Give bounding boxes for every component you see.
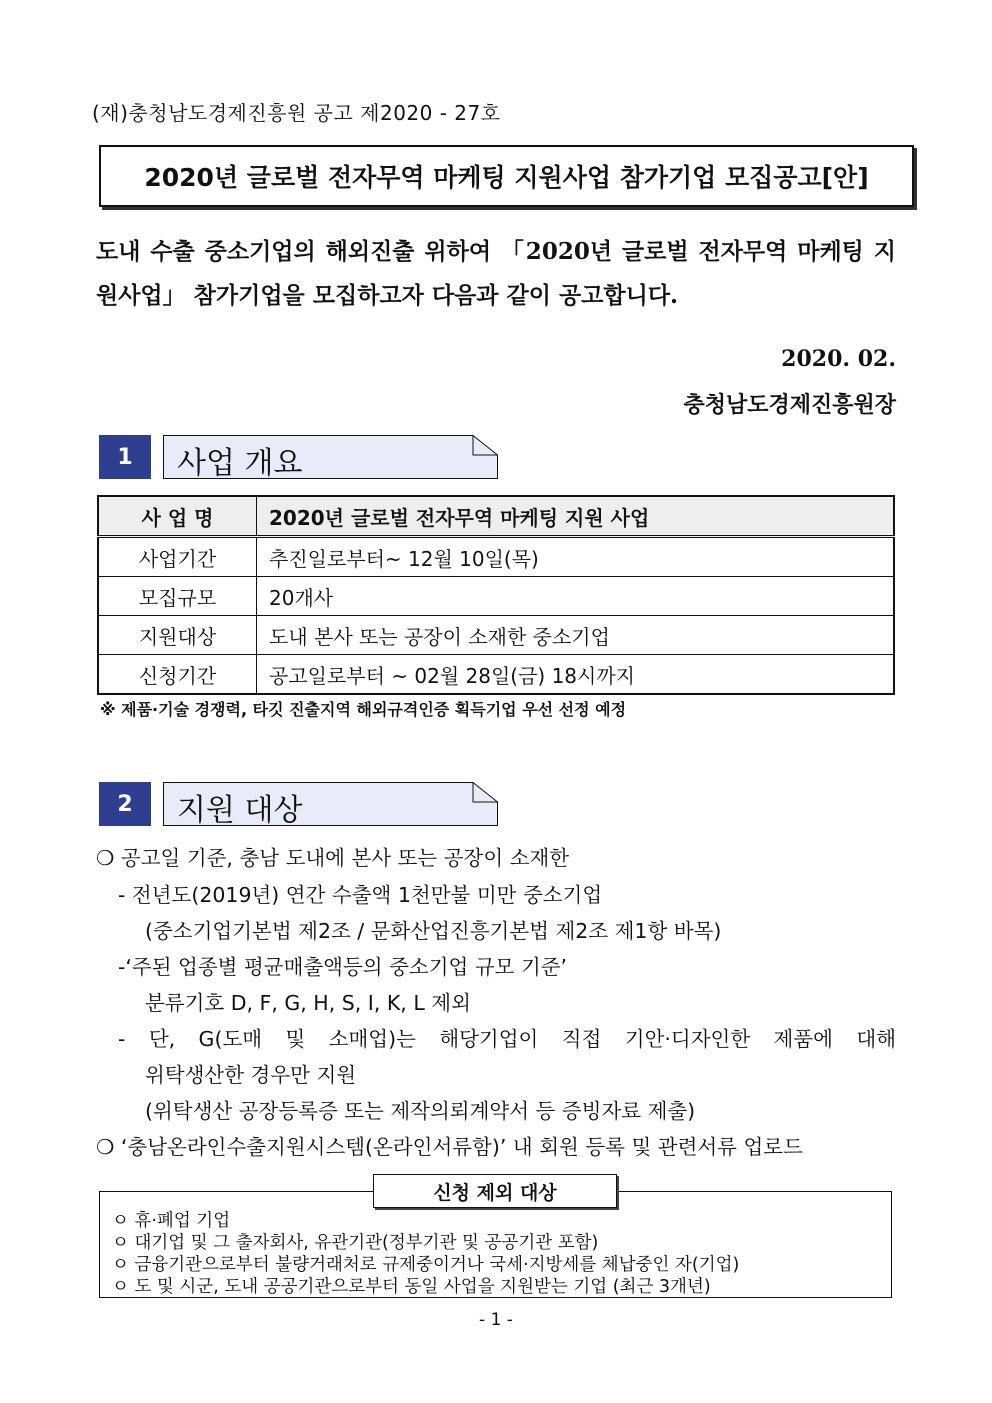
exclusion-item: ㅇ 도 및 시군, 도내 공공기관으로부터 동일 사업을 지원받는 기업 (최근 3개년) bbox=[112, 1277, 711, 1297]
section-1-heading bbox=[163, 435, 498, 479]
list-item: -‘주된 업종별 평균매출액등의 중소기업 규모 기준’ bbox=[118, 955, 568, 979]
section-2-title: 지원 대상 bbox=[177, 793, 303, 828]
exclusion-item: ㅇ 금융기관으로부터 불량거래처로 규제중이거나 국세·지방세를 체납중인 자(기업) bbox=[112, 1255, 740, 1275]
document-title-text: 2020년 글로벌 전자무역 마케팅 지원사업 참가기업 모집공고[안] bbox=[144, 163, 869, 192]
overview-table bbox=[97, 495, 895, 695]
table-value: 공고일로부터 ~ 02월 28일(금) 18시까지 bbox=[257, 655, 895, 695]
table-key: 사업기간 bbox=[98, 537, 257, 577]
exclusion-item: ㅇ 휴·폐업 기업 bbox=[112, 1211, 231, 1231]
table-key: 지원대상 bbox=[98, 616, 257, 655]
list-item: ❍ ‘충남온라인수출지원시스템(온라인서류함)’ 내 회원 등록 및 관련서류 업로드 bbox=[96, 1135, 803, 1159]
section-1-number: 1 bbox=[99, 435, 151, 479]
exclusion-title: 신청 제외 대상 bbox=[373, 1174, 617, 1208]
table-row bbox=[98, 577, 894, 616]
list-item: - 전년도(2019년) 연간 수출액 1천만불 미만 중소기업 bbox=[118, 883, 603, 907]
section-1-title: 사업 개요 bbox=[177, 446, 303, 481]
page-number: - 1 - bbox=[479, 1310, 513, 1330]
intro-paragraph: 도내 수출 중소기업의 해외진출 위하여 「2020년 글로벌 전자무역 마케팅 지원사업」 참가기업을 모집하고자 다음과 같이 공고합니다. bbox=[96, 238, 896, 309]
table-key: 모집규모 bbox=[98, 577, 257, 616]
list-item: 분류기호 D, F, G, H, S, I, K, L 제외 bbox=[145, 991, 471, 1015]
table-value: 추진일로부터~ 12월 10일(목) bbox=[257, 537, 895, 577]
table-value: 도내 본사 또는 공장이 소재한 중소기업 bbox=[257, 616, 895, 655]
section-2-heading bbox=[163, 782, 498, 826]
table-value: 20개사 bbox=[257, 577, 895, 616]
table-row bbox=[98, 537, 894, 577]
list-item: (위탁생산 공장등록증 또는 제작의뢰계약서 등 증빙자료 제출) bbox=[145, 1099, 696, 1123]
list-item: 위탁생산한 경우만 지원 bbox=[145, 1063, 357, 1087]
list-item: (중소기업기본법 제2조 / 문화산업진흥기본법 제2조 제1항 바목) bbox=[145, 919, 722, 943]
issuer-org: 충청남도경제진흥원장 bbox=[683, 392, 896, 418]
table-row bbox=[98, 496, 894, 537]
selection-note: ※ 제품·기술 경쟁력, 타깃 진출지역 해외규격인증 획득기업 우선 선정 예정 bbox=[100, 700, 627, 719]
table-key: 사 업 명 bbox=[98, 496, 257, 537]
document-title bbox=[99, 145, 914, 207]
notice-number: (재)충청남도경제진흥원 공고 제2020 - 27호 bbox=[92, 101, 501, 125]
table-key: 신청기간 bbox=[98, 655, 257, 695]
section-2-number: 2 bbox=[99, 782, 151, 826]
exclusion-item: ㅇ 대기업 및 그 출자회사, 유관기관(정부기관 및 공공기관 포함) bbox=[112, 1233, 599, 1253]
list-item: - 단, G(도매 및 소매업)는 해당기업이 직접 기안·디자인한 제품에 대해 bbox=[118, 1027, 896, 1051]
issue-date: 2020. 02. bbox=[781, 346, 896, 372]
list-item: ❍ 공고일 기준, 충남 도내에 본사 또는 공장이 소재한 bbox=[96, 846, 570, 870]
table-row bbox=[98, 616, 894, 655]
table-row bbox=[98, 655, 894, 695]
table-value: 2020년 글로벌 전자무역 마케팅 지원 사업 bbox=[257, 496, 895, 537]
